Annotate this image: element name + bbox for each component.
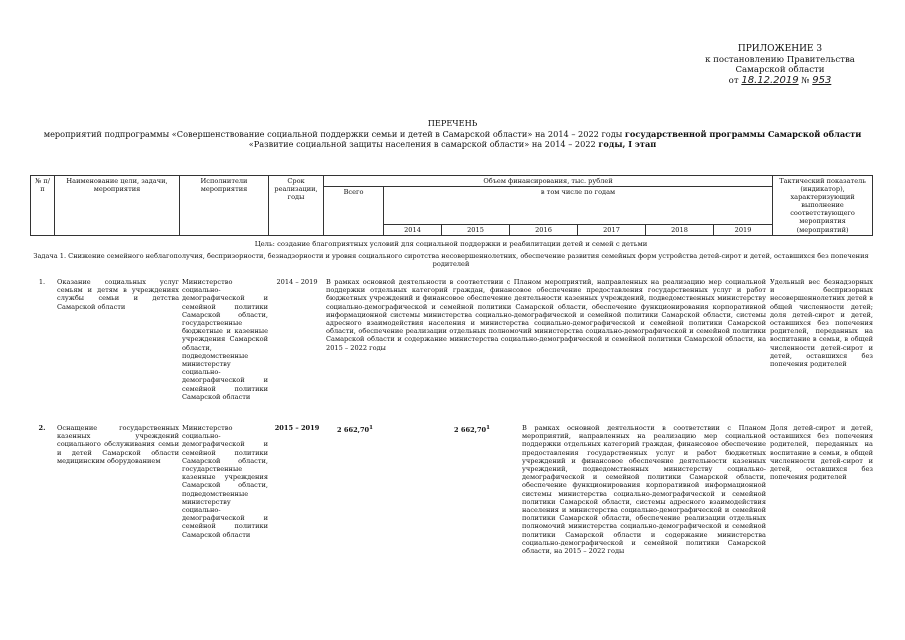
col-financing: Объем финансирования, тыс. рублей <box>324 176 773 187</box>
row-2-2015 <box>442 424 502 434</box>
goal-text: Цель: создание благоприятных условий для социальной поддержки и реабилитации детей и семей с детьми <box>254 240 648 248</box>
title-stage: годы, I этап <box>598 139 657 149</box>
table-header-row <box>31 176 873 187</box>
number-prefix: № <box>801 75 810 86</box>
row-1-description: В рамках основной деятельности в соответствии с Планом мероприятий, направленных на реализацию мер социальной поддержки отдельных категорий граждан, финансовое обеспечение предоставления государственных услуг и работ бюджетных учреждений и финансовое обеспечение деятельности казенных учреждений, подведомственных министерству социально-демографической и семейной политики Самарской области, обеспечение функционирования корпоративной информационной системы министерства социально-демографической и семейной политики Самарской области, системы адресного взаимодействия населения и министерства социально-демографической и семейной политики Самарской области, обеспечение реализации отдельных полномочий министерства социально-демографической и семейной политики Самарской области и содержание министерства социально-демографической и семейной политики Самарской области, на 2015 – 2022 годы <box>326 278 766 352</box>
row-1-executors: Министерство социально-демографической и семейной политики Самарской области, государственные бюджетные и казенные учреждения Самарской области, подведомственные министерству социально-демографической и семейной политики Самарской области <box>182 278 268 401</box>
col-year: 2017 <box>578 224 646 235</box>
footnote-mark: 1 <box>369 425 373 431</box>
row-2-indicator: Доля детей-сирот и детей, оставшихся без попечения родителей, переданных на воспитание в семьи, в общей численности детей-сирот и детей, оставшихся без попечения родителей <box>770 424 873 482</box>
appendix-date-line <box>680 76 880 87</box>
title-program-name: «Развитие социальной защиты населения в самарской области» на 2014 – 2022 <box>248 139 596 149</box>
row-2-description: В рамках основной деятельности в соответствии с Планом мероприятий, направленных на реализацию мер социальной поддержки отдельных категорий граждан, финансовое обеспечение предоставления государственных услуг и работ бюджетных учреждений и финансовое обеспечение деятельности казенных учреждений, подведомственных министерству социально-демографической и семейной политики Самарской области, обеспечение функционирования корпоративной информационной системы министерства социально-демографической и семейной политики Самарской области, системы адресного взаимодействия населения и министерства социально-демографической и семейной политики Самарской области, обеспечение реализации отдельных полномочий министерства социально-демографической и семейной политики Самарской области и содержание министерства социально-демографической и семейной политики Самарской области, на 2015 – 2022 годы <box>522 424 766 556</box>
row-2-executors: Министерство социально-демографической и семейной политики Самарской области, государственные казенные учреждения Самарской области, подведомственные министерству социально-демографической и семейной политики Самарской области <box>182 424 268 539</box>
col-year: 2015 <box>442 224 510 235</box>
row-1-term: 2014 – 2019 <box>276 278 318 286</box>
title-heading: ПЕРЕЧЕНЬ <box>427 118 478 128</box>
title-program <box>0 139 905 150</box>
col-year: 2016 <box>510 224 578 235</box>
footnote-mark: 1 <box>486 425 490 431</box>
date-prefix: от <box>728 75 739 86</box>
row-2-total <box>326 424 384 434</box>
row-2-2015-value: 2 662,70 <box>454 426 487 435</box>
col-year: 2019 <box>714 224 773 235</box>
appendix-number: ПРИЛОЖЕНИЕ 3 <box>737 44 823 54</box>
title-program-text: государственной программы Самарской области <box>624 128 862 139</box>
row-2-total-value: 2 662,70 <box>337 426 370 435</box>
col-name: Наименование цели, задачи, мероприятия <box>55 176 180 236</box>
row-2-name: Оснащение государственных казенных учреждений социального обслуживания семьи и детей Самарской области медицинским оборудованием <box>57 424 179 465</box>
handwritten-date: 18.12.2019 <box>741 74 799 86</box>
col-executors: Исполнители мероприятия <box>180 176 269 236</box>
title-subprogram <box>0 129 905 140</box>
row-1-name: Оказание социальных услуг семьям и детям в учреждениях службы семьи и детства Самарской области <box>57 278 179 311</box>
col-indicator: Тактический показатель (индикатор), характеризующий выполнение соответствующего мероприятия (мероприятий) <box>773 176 873 236</box>
col-year: 2018 <box>646 224 714 235</box>
row-1-indicator: Удельный вес безнадзорных и беспризорных несовершеннолетних детей в общей численности детей; доля детей-сирот и детей, оставшихся без попечения родителей, переданных на воспитание в семьи, в общей численности детей-сирот и детей, оставшихся без попечения родителей <box>770 278 873 369</box>
appendix-resolution: к постановлению Правительства <box>705 54 855 65</box>
appendix-region: Самарской области <box>735 65 825 75</box>
measures-table <box>30 175 873 236</box>
title-subprogram-text: мероприятий подпрограммы «Совершенствование социальной поддержки семьи и детей в Самарской области» на 2014 – 2022 годы <box>43 128 623 139</box>
document-title <box>0 118 905 150</box>
handwritten-number: 953 <box>812 74 832 86</box>
col-num: № п/п <box>31 176 55 236</box>
col-including: в том числе по годам <box>384 187 773 224</box>
row-1-num: 1. <box>38 278 46 286</box>
row-2-term: 2015 – 2019 <box>274 424 320 432</box>
col-year: 2014 <box>384 224 442 235</box>
appendix-header <box>680 44 880 86</box>
col-total: Всего <box>324 187 384 236</box>
col-term: Срок реализации, годы <box>269 176 324 236</box>
row-2-num: 2. <box>38 424 46 432</box>
task-text: Задача 1. Снижение семейного неблагополучия, беспризорности, безнадзорности и уровня социального сиротства несовершеннолетних, обеспечение развития семейных форм устройства детей-сирот и детей, оставшихся без попечения родителей <box>33 252 869 268</box>
